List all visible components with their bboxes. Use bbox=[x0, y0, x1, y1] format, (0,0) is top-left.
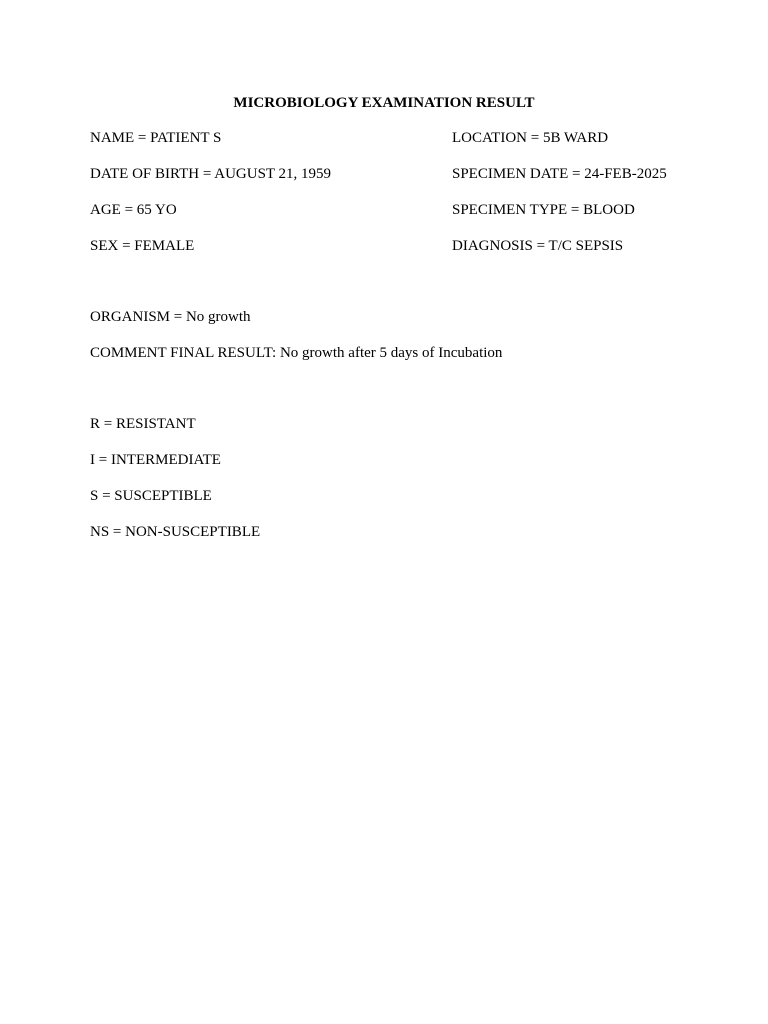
legend-susceptible: S = SUSCEPTIBLE bbox=[90, 488, 212, 504]
final-result-comment: COMMENT FINAL RESULT: No growth after 5 days of Incubation bbox=[90, 345, 503, 361]
patient-name: NAME = PATIENT S bbox=[90, 130, 222, 146]
patient-date-of-birth: DATE OF BIRTH = AUGUST 21, 1959 bbox=[90, 166, 332, 182]
document-title: MICROBIOLOGY EXAMINATION RESULT bbox=[233, 95, 535, 111]
legend-non-susceptible: NS = NON-SUSCEPTIBLE bbox=[90, 524, 261, 540]
organism-result: ORGANISM = No growth bbox=[90, 309, 251, 325]
legend-intermediate: I = INTERMEDIATE bbox=[90, 452, 221, 468]
patient-age: AGE = 65 YO bbox=[90, 202, 177, 218]
patient-location: LOCATION = 5B WARD bbox=[452, 130, 609, 146]
specimen-date: SPECIMEN DATE = 24-FEB-2025 bbox=[452, 166, 667, 182]
patient-sex: SEX = FEMALE bbox=[90, 238, 195, 254]
diagnosis: DIAGNOSIS = T/C SEPSIS bbox=[452, 238, 624, 254]
legend-resistant: R = RESISTANT bbox=[90, 416, 196, 432]
specimen-type: SPECIMEN TYPE = BLOOD bbox=[452, 202, 635, 218]
